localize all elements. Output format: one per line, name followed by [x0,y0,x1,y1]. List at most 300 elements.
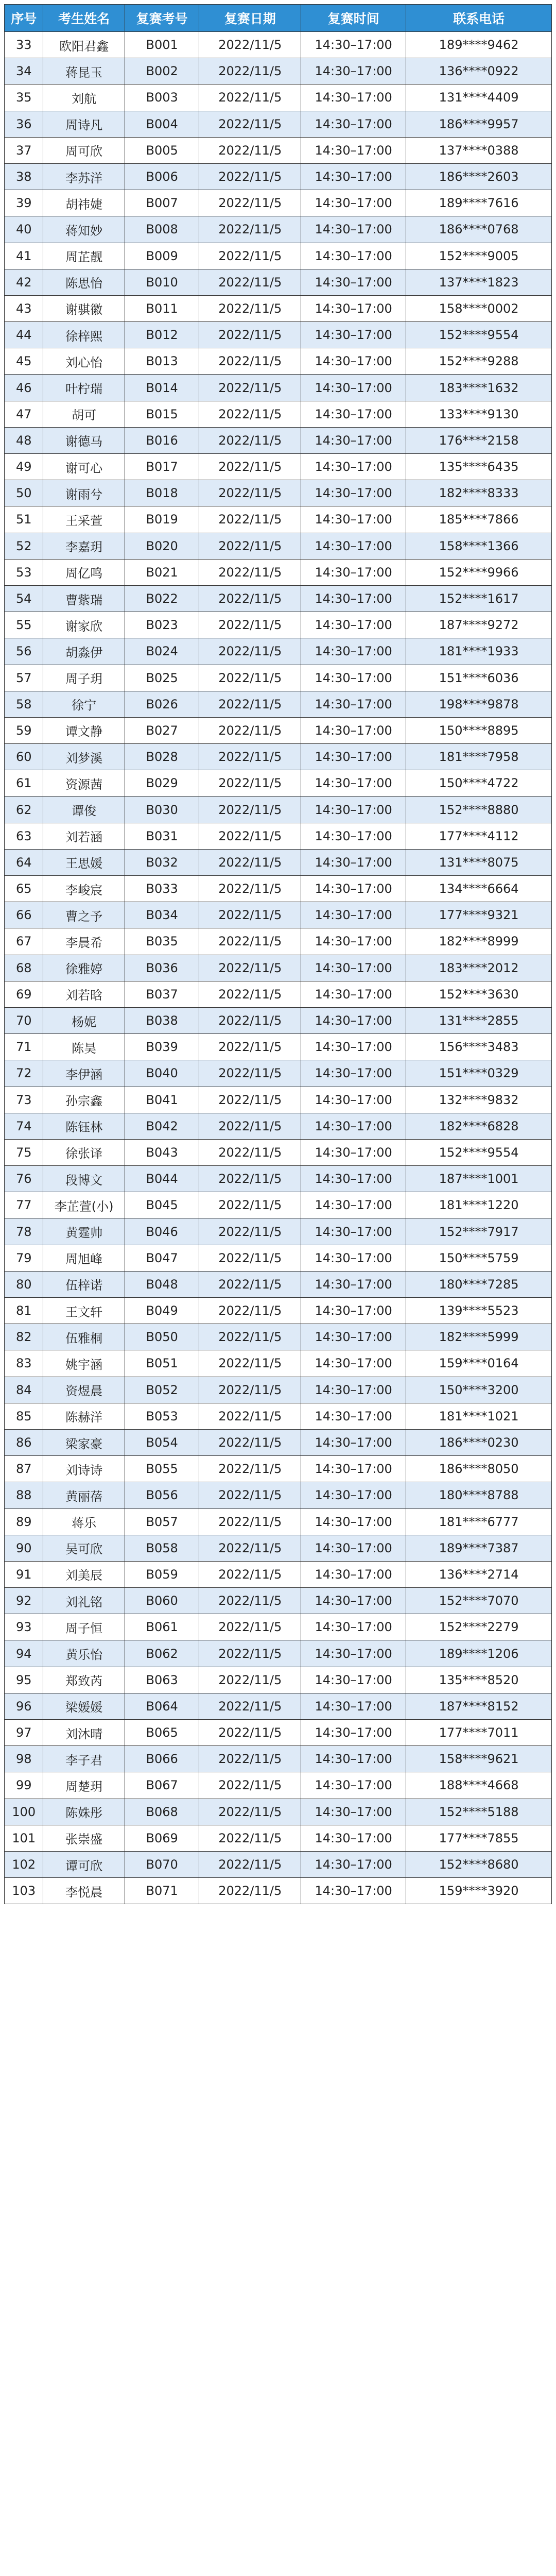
cell-student-name: 郑致芮 [43,1667,125,1693]
cell-student-name: 刘航 [43,84,125,111]
cell-exam-date: 2022/11/5 [199,427,301,453]
cell-phone: 187****1001 [406,1166,552,1192]
cell-student-name: 李子君 [43,1746,125,1772]
cell-serial-no: 91 [5,1561,43,1587]
cell-exam-date: 2022/11/5 [199,401,301,427]
cell-exam-time: 14:30–17:00 [301,1772,406,1799]
cell-serial-no: 70 [5,1007,43,1033]
cell-student-name: 徐张译 [43,1139,125,1165]
cell-student-name: 胡可 [43,401,125,427]
cell-exam-time: 14:30–17:00 [301,137,406,163]
cell-phone: 131****2855 [406,1007,552,1033]
cell-exam-number: B009 [125,243,199,269]
cell-exam-date: 2022/11/5 [199,1429,301,1455]
cell-student-name: 周芷靓 [43,243,125,269]
cell-phone: 181****1021 [406,1403,552,1429]
cell-exam-number: B008 [125,216,199,243]
cell-phone: 152****9005 [406,243,552,269]
table-row [5,269,552,295]
cell-phone: 135****6435 [406,454,552,480]
cell-exam-number: B051 [125,1350,199,1377]
cell-student-name: 李晨希 [43,928,125,955]
cell-phone: 139****5523 [406,1298,552,1324]
cell-student-name: 资源茜 [43,770,125,796]
cell-exam-date: 2022/11/5 [199,612,301,638]
cell-exam-time: 14:30–17:00 [301,902,406,928]
table-row [5,322,552,348]
table-row [5,744,552,770]
cell-phone: 152****7070 [406,1588,552,1614]
cell-serial-no: 79 [5,1245,43,1271]
cell-phone: 152****9554 [406,322,552,348]
cell-exam-date: 2022/11/5 [199,1350,301,1377]
cell-exam-time: 14:30–17:00 [301,216,406,243]
cell-serial-no: 58 [5,691,43,717]
cell-exam-date: 2022/11/5 [199,243,301,269]
cell-student-name: 李嘉玥 [43,533,125,559]
cell-exam-time: 14:30–17:00 [301,1271,406,1297]
cell-exam-time: 14:30–17:00 [301,1588,406,1614]
cell-exam-number: B040 [125,1060,199,1087]
cell-exam-number: B057 [125,1509,199,1535]
cell-phone: 152****9288 [406,348,552,375]
cell-exam-date: 2022/11/5 [199,1667,301,1693]
table-row [5,427,552,453]
cell-exam-number: B003 [125,84,199,111]
cell-exam-date: 2022/11/5 [199,665,301,691]
cell-serial-no: 46 [5,375,43,401]
cell-phone: 159****3920 [406,1878,552,1904]
cell-phone: 188****4668 [406,1772,552,1799]
header-student-name: 考生姓名 [43,5,125,32]
cell-exam-date: 2022/11/5 [199,1113,301,1139]
cell-exam-time: 14:30–17:00 [301,612,406,638]
cell-exam-date: 2022/11/5 [199,902,301,928]
cell-phone: 181****1220 [406,1192,552,1218]
cell-serial-no: 34 [5,58,43,84]
cell-phone: 186****0230 [406,1429,552,1455]
table-row [5,295,552,321]
cell-exam-number: B029 [125,770,199,796]
cell-exam-date: 2022/11/5 [199,1746,301,1772]
table-row [5,717,552,743]
cell-exam-time: 14:30–17:00 [301,744,406,770]
cell-exam-time: 14:30–17:00 [301,1720,406,1746]
cell-student-name: 谭俊 [43,796,125,823]
cell-serial-no: 80 [5,1271,43,1297]
cell-serial-no: 92 [5,1588,43,1614]
cell-exam-date: 2022/11/5 [199,1298,301,1324]
cell-exam-date: 2022/11/5 [199,744,301,770]
cell-serial-no: 66 [5,902,43,928]
cell-exam-date: 2022/11/5 [199,1851,301,1877]
cell-serial-no: 100 [5,1799,43,1825]
cell-serial-no: 77 [5,1192,43,1218]
cell-phone: 131****4409 [406,84,552,111]
cell-serial-no: 63 [5,823,43,849]
cell-exam-time: 14:30–17:00 [301,1878,406,1904]
cell-phone: 198****9878 [406,691,552,717]
cell-student-name: 梁媛媛 [43,1693,125,1719]
cell-exam-date: 2022/11/5 [199,1166,301,1192]
cell-exam-time: 14:30–17:00 [301,1324,406,1350]
cell-phone: 181****1933 [406,638,552,665]
cell-exam-time: 14:30–17:00 [301,269,406,295]
cell-exam-number: B044 [125,1166,199,1192]
cell-exam-number: B010 [125,269,199,295]
cell-serial-no: 83 [5,1350,43,1377]
cell-student-name: 吴可欣 [43,1535,125,1561]
cell-serial-no: 62 [5,796,43,823]
cell-student-name: 王文轩 [43,1298,125,1324]
cell-exam-date: 2022/11/5 [199,559,301,585]
cell-serial-no: 42 [5,269,43,295]
cell-exam-time: 14:30–17:00 [301,1350,406,1377]
table-row [5,1720,552,1746]
cell-student-name: 周子玥 [43,665,125,691]
table-row [5,243,552,269]
cell-exam-time: 14:30–17:00 [301,638,406,665]
cell-exam-number: B050 [125,1324,199,1350]
cell-exam-time: 14:30–17:00 [301,1825,406,1851]
cell-phone: 137****1823 [406,269,552,295]
cell-serial-no: 89 [5,1509,43,1535]
cell-exam-date: 2022/11/5 [199,1640,301,1667]
cell-exam-number: B049 [125,1298,199,1324]
cell-phone: 152****5188 [406,1799,552,1825]
table-row [5,58,552,84]
table-row [5,348,552,375]
table-row [5,665,552,691]
cell-exam-time: 14:30–17:00 [301,928,406,955]
cell-phone: 152****9966 [406,559,552,585]
cell-serial-no: 69 [5,981,43,1007]
table-row [5,559,552,585]
table-row [5,981,552,1007]
cell-exam-date: 2022/11/5 [199,1482,301,1509]
cell-student-name: 刘诗诗 [43,1456,125,1482]
cell-exam-date: 2022/11/5 [199,32,301,58]
cell-serial-no: 96 [5,1693,43,1719]
cell-serial-no: 54 [5,585,43,612]
cell-exam-number: B023 [125,612,199,638]
cell-exam-date: 2022/11/5 [199,849,301,875]
cell-phone: 182****8999 [406,928,552,955]
cell-phone: 151****6036 [406,665,552,691]
cell-serial-no: 40 [5,216,43,243]
cell-exam-date: 2022/11/5 [199,480,301,506]
cell-phone: 158****9621 [406,1746,552,1772]
cell-phone: 136****0922 [406,58,552,84]
cell-exam-time: 14:30–17:00 [301,348,406,375]
cell-student-name: 欧阳君鑫 [43,32,125,58]
cell-exam-date: 2022/11/5 [199,981,301,1007]
cell-student-name: 陈思怡 [43,269,125,295]
cell-phone: 152****2279 [406,1614,552,1640]
cell-exam-time: 14:30–17:00 [301,1298,406,1324]
cell-exam-number: B007 [125,190,199,216]
cell-exam-time: 14:30–17:00 [301,454,406,480]
cell-student-name: 杨妮 [43,1007,125,1033]
cell-exam-number: B026 [125,691,199,717]
cell-exam-number: B046 [125,1218,199,1245]
cell-serial-no: 59 [5,717,43,743]
cell-exam-date: 2022/11/5 [199,84,301,111]
cell-exam-number: B020 [125,533,199,559]
cell-phone: 182****8333 [406,480,552,506]
cell-student-name: 蒋知妙 [43,216,125,243]
cell-exam-number: B045 [125,1192,199,1218]
cell-exam-time: 14:30–17:00 [301,243,406,269]
cell-exam-number: B027 [125,717,199,743]
cell-serial-no: 98 [5,1746,43,1772]
cell-serial-no: 94 [5,1640,43,1667]
cell-serial-no: 76 [5,1166,43,1192]
cell-exam-time: 14:30–17:00 [301,1007,406,1033]
cell-exam-number: B017 [125,454,199,480]
cell-phone: 152****1617 [406,585,552,612]
cell-phone: 189****9462 [406,32,552,58]
cell-student-name: 资煜晨 [43,1377,125,1403]
cell-phone: 182****6828 [406,1113,552,1139]
cell-exam-time: 14:30–17:00 [301,1403,406,1429]
cell-exam-date: 2022/11/5 [199,1245,301,1271]
cell-exam-number: B066 [125,1746,199,1772]
table-row [5,1878,552,1904]
cell-student-name: 刘美辰 [43,1561,125,1587]
cell-phone: 132****9832 [406,1087,552,1113]
cell-exam-time: 14:30–17:00 [301,480,406,506]
cell-student-name: 陈姝彤 [43,1799,125,1825]
cell-phone: 177****7855 [406,1825,552,1851]
cell-serial-no: 43 [5,295,43,321]
table-row [5,638,552,665]
cell-exam-date: 2022/11/5 [199,1192,301,1218]
cell-exam-number: B011 [125,295,199,321]
cell-phone: 183****1632 [406,375,552,401]
cell-exam-time: 14:30–17:00 [301,1245,406,1271]
cell-student-name: 谢骐徽 [43,295,125,321]
cell-serial-no: 81 [5,1298,43,1324]
cell-exam-date: 2022/11/5 [199,190,301,216]
cell-serial-no: 45 [5,348,43,375]
cell-exam-time: 14:30–17:00 [301,111,406,137]
cell-exam-date: 2022/11/5 [199,585,301,612]
cell-exam-time: 14:30–17:00 [301,1218,406,1245]
cell-exam-number: B059 [125,1561,199,1587]
table-row [5,533,552,559]
cell-exam-time: 14:30–17:00 [301,1614,406,1640]
cell-serial-no: 49 [5,454,43,480]
cell-exam-time: 14:30–17:00 [301,691,406,717]
cell-exam-date: 2022/11/5 [199,717,301,743]
cell-exam-time: 14:30–17:00 [301,427,406,453]
cell-exam-time: 14:30–17:00 [301,84,406,111]
cell-student-name: 周亿鸣 [43,559,125,585]
cell-serial-no: 97 [5,1720,43,1746]
header-exam-date: 复赛日期 [199,5,301,32]
cell-exam-date: 2022/11/5 [199,1614,301,1640]
cell-exam-date: 2022/11/5 [199,375,301,401]
cell-exam-number: B053 [125,1403,199,1429]
cell-exam-number: B015 [125,401,199,427]
cell-exam-time: 14:30–17:00 [301,1456,406,1482]
cell-student-name: 黄霆帅 [43,1218,125,1245]
cell-phone: 187****8152 [406,1693,552,1719]
table-row [5,1535,552,1561]
cell-exam-date: 2022/11/5 [199,111,301,137]
table-row [5,1298,552,1324]
table-row [5,585,552,612]
cell-exam-number: B005 [125,137,199,163]
cell-exam-time: 14:30–17:00 [301,1640,406,1667]
table-row [5,876,552,902]
cell-exam-date: 2022/11/5 [199,1878,301,1904]
cell-serial-no: 85 [5,1403,43,1429]
cell-exam-time: 14:30–17:00 [301,506,406,533]
cell-phone: 186****0768 [406,216,552,243]
table-row [5,1218,552,1245]
exam-schedule-table [4,4,552,1904]
cell-exam-date: 2022/11/5 [199,1060,301,1087]
cell-exam-number: B048 [125,1271,199,1297]
table-row [5,770,552,796]
cell-serial-no: 50 [5,480,43,506]
cell-phone: 187****9272 [406,612,552,638]
cell-exam-time: 14:30–17:00 [301,665,406,691]
cell-student-name: 周诗凡 [43,111,125,137]
cell-student-name: 谢可心 [43,454,125,480]
table-row [5,1482,552,1509]
cell-exam-date: 2022/11/5 [199,454,301,480]
cell-exam-time: 14:30–17:00 [301,1482,406,1509]
cell-exam-number: B035 [125,928,199,955]
cell-serial-no: 88 [5,1482,43,1509]
cell-student-name: 曹紫瑞 [43,585,125,612]
table-row [5,1588,552,1614]
table-row [5,1034,552,1060]
cell-exam-time: 14:30–17:00 [301,1667,406,1693]
cell-student-name: 孙宗鑫 [43,1087,125,1113]
cell-student-name: 姚宇涵 [43,1350,125,1377]
cell-exam-time: 14:30–17:00 [301,1034,406,1060]
cell-exam-time: 14:30–17:00 [301,1377,406,1403]
header-exam-number: 复赛考号 [125,5,199,32]
cell-phone: 152****8680 [406,1851,552,1877]
cell-exam-time: 14:30–17:00 [301,876,406,902]
header-row [5,5,552,32]
table-row [5,691,552,717]
table-row [5,849,552,875]
cell-student-name: 胡淼伊 [43,638,125,665]
cell-student-name: 蒋乐 [43,1509,125,1535]
cell-student-name: 李芷萱(小) [43,1192,125,1218]
cell-exam-number: B071 [125,1878,199,1904]
cell-exam-date: 2022/11/5 [199,295,301,321]
cell-phone: 183****2012 [406,955,552,981]
table-row [5,190,552,216]
cell-student-name: 李峻宸 [43,876,125,902]
table-row [5,1113,552,1139]
cell-exam-number: B021 [125,559,199,585]
cell-phone: 177****4112 [406,823,552,849]
cell-exam-date: 2022/11/5 [199,506,301,533]
cell-exam-time: 14:30–17:00 [301,1509,406,1535]
cell-exam-number: B032 [125,849,199,875]
cell-serial-no: 51 [5,506,43,533]
cell-exam-time: 14:30–17:00 [301,533,406,559]
cell-exam-number: B019 [125,506,199,533]
cell-phone: 152****8880 [406,796,552,823]
cell-student-name: 刘梦溪 [43,744,125,770]
cell-serial-no: 35 [5,84,43,111]
cell-phone: 158****0002 [406,295,552,321]
cell-exam-date: 2022/11/5 [199,928,301,955]
cell-serial-no: 37 [5,137,43,163]
cell-serial-no: 67 [5,928,43,955]
cell-exam-number: B039 [125,1034,199,1060]
cell-student-name: 徐梓熙 [43,322,125,348]
cell-exam-date: 2022/11/5 [199,1772,301,1799]
cell-exam-date: 2022/11/5 [199,638,301,665]
table-row [5,1429,552,1455]
cell-exam-date: 2022/11/5 [199,216,301,243]
cell-exam-time: 14:30–17:00 [301,717,406,743]
cell-phone: 189****1206 [406,1640,552,1667]
cell-exam-date: 2022/11/5 [199,1034,301,1060]
cell-phone: 181****6777 [406,1509,552,1535]
header-phone: 联系电话 [406,5,552,32]
cell-exam-number: B036 [125,955,199,981]
cell-exam-date: 2022/11/5 [199,1509,301,1535]
cell-student-name: 刘沐晴 [43,1720,125,1746]
cell-student-name: 周可欣 [43,137,125,163]
cell-phone: 189****7387 [406,1535,552,1561]
cell-phone: 186****9957 [406,111,552,137]
cell-exam-number: B024 [125,638,199,665]
table-row [5,1324,552,1350]
cell-exam-time: 14:30–17:00 [301,823,406,849]
cell-student-name: 梁家豪 [43,1429,125,1455]
table-row [5,375,552,401]
cell-exam-number: B068 [125,1799,199,1825]
cell-serial-no: 71 [5,1034,43,1060]
table-row [5,928,552,955]
cell-exam-number: B006 [125,163,199,190]
cell-exam-date: 2022/11/5 [199,137,301,163]
table-row [5,1456,552,1482]
cell-phone: 189****7616 [406,190,552,216]
table-row [5,823,552,849]
cell-exam-date: 2022/11/5 [199,1324,301,1350]
cell-exam-date: 2022/11/5 [199,1799,301,1825]
cell-exam-number: B058 [125,1535,199,1561]
cell-serial-no: 33 [5,32,43,58]
cell-exam-number: B042 [125,1113,199,1139]
cell-exam-date: 2022/11/5 [199,1139,301,1165]
cell-student-name: 王采萱 [43,506,125,533]
cell-student-name: 伍梓诺 [43,1271,125,1297]
cell-exam-number: B061 [125,1614,199,1640]
cell-student-name: 谭文静 [43,717,125,743]
cell-exam-number: B070 [125,1851,199,1877]
cell-exam-date: 2022/11/5 [199,1561,301,1587]
table-body [5,32,552,1904]
table-row [5,1614,552,1640]
cell-student-name: 周子恒 [43,1614,125,1640]
cell-exam-number: B069 [125,1825,199,1851]
cell-student-name: 李悦晨 [43,1878,125,1904]
